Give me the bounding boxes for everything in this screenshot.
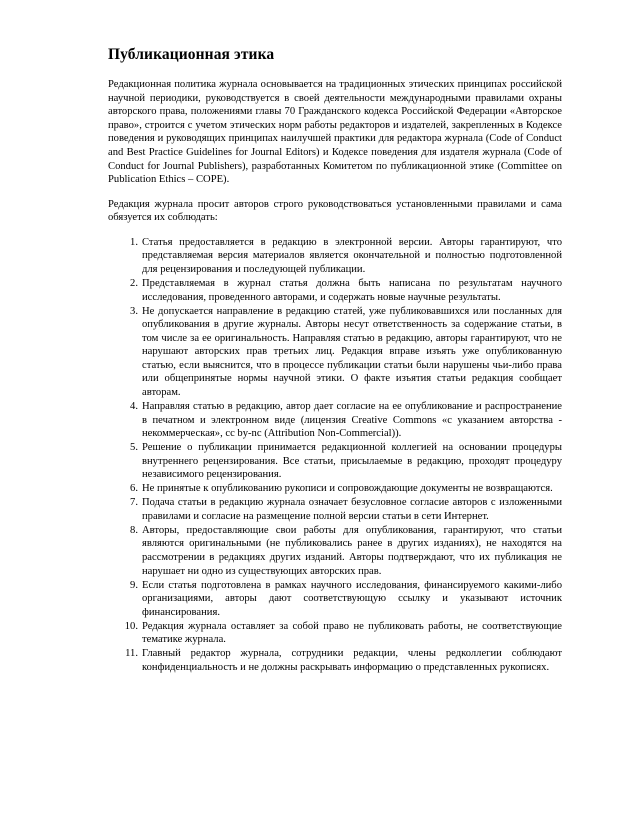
list-item-text: Главный редактор журнала, сотрудники редакции, члены редколлегии соблюдают конфиденциальность и не должны раскрывать информацию о представленных рукописях. <box>142 648 562 673</box>
list-item-text: Если статья подготовлена в рамках научного исследования, финансируемого какими-либо организациями, авторы дают соответствующую ссылку и указывают источник финансирования. <box>142 579 562 618</box>
list-item-text: Подача статьи в редакцию журнала означает безусловное согласие авторов с изложенными правилами и согласие на размещение полной версии статьи в сети Интернет. <box>142 497 562 522</box>
list-item-text: Не допускается направление в редакцию статей, уже публиковавшихся или посланных для опубликования в другие журналы. Авторы несут ответственность за содержание статьи, в том числе за ее оригинальность. Направляя статью в редакцию, авторы гарантируют, что не нарушают авторских прав третьих лиц. Редакция вправе изъять уже опубликованную статью, если выяснится, что в процессе публикации статьи были нарушены чьи-либо права или общепринятые нормы научной этики. О факте изъятия статьи редакция сообщает авторам. <box>142 305 562 398</box>
list-item <box>142 277 562 304</box>
list-item-text: Авторы, предоставляющие свои работы для опубликования, гарантируют, что статьи являются оригинальными (не публиковались ранее в других изданиях), не находятся на рассмотрении в редакциях других изданий. Авторы подтверждают, что их публикация не нарушает ни одно из существующих авторских прав. <box>142 524 562 577</box>
list-item <box>142 620 562 647</box>
list-item-text: Представляемая в журнал статья должна быть написана по результатам научного исследования, проведенного авторами, и содержать новые научные результаты. <box>142 278 562 303</box>
intro-paragraph-2: Редакция журнала просит авторов строго руководствоваться установленными правилами и сама обязуется их соблюдать: <box>108 198 562 224</box>
list-item <box>142 482 562 496</box>
page-title: Публикационная этика <box>108 46 275 63</box>
list-item-text: Редакция журнала оставляет за собой право не публиковать работы, не соответствующие тематике журнала. <box>142 620 562 646</box>
list-item <box>142 496 562 523</box>
ethics-rules-list <box>108 236 562 675</box>
list-item <box>142 400 562 441</box>
list-item-text: Решение о публикации принимается редакционной коллегией на основании процедуры внутреннего рецензирования. Все статьи, присылаемые в редакцию, проходят процедуру независимого рецензирования. <box>142 442 562 481</box>
list-item <box>142 524 562 578</box>
list-item <box>142 441 562 482</box>
list-item <box>142 579 562 620</box>
list-item-text: Не принятые к опубликованию рукописи и сопровождающие документы не возвращаются. <box>142 483 553 495</box>
list-item <box>142 305 562 400</box>
intro-paragraph-1: Редакционная политика журнала основывается на традиционных этических принципах российской научной периодики, руководствуется в своей деятельности международными правилами охраны авторского права, положениями главы 70 Гражданского кодекса Российской Федерации «Авторское право», строится с учетом этических норм работы редакторов и издателей, закрепленных в Кодексе поведения и руководящих принципах наилучшей практики для редактора журнала (Code of Conduct and Best Practice Guidelines for Journal Editors) и Кодексе поведения для издателя журнала (Code of Conduct for Journal Publishers), разработанных Комитетом по публикационной этике (Committee on Publication Ethics – COPE). <box>108 79 562 186</box>
list-item-text: Направляя статью в редакцию, автор дает согласие на ее опубликование и распространение в печатном и электронном виде (лицензия Creative Commons «с указанием авторства - некоммерческая», cc by-nc (Attribution Non-Commercial)). <box>142 401 562 440</box>
list-item <box>142 647 562 674</box>
list-item-text: Статья предоставляется в редакцию в электронной версии. Авторы гарантируют, что представляемая версия материалов является окончательной и полностью подготовленной для рецензирования и последующей публикации. <box>142 236 562 276</box>
list-item <box>142 236 562 277</box>
